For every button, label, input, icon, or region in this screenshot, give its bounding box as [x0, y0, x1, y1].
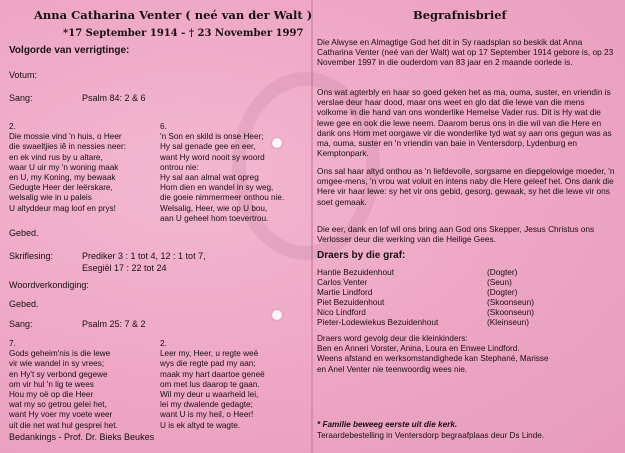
bearer-relation: (Kleinseun): [487, 317, 529, 327]
bedankings: Bedankings - Prof. Dr. Bieks Beukes: [9, 432, 155, 442]
bearer-row: [317, 287, 617, 297]
grandchildren-line: Draers word gevolg deur die kleinkinders:: [317, 334, 468, 343]
bearer-name: Nico Lindford: [317, 307, 366, 317]
bearer-row: [317, 317, 617, 327]
sang1-label: Sang:: [9, 93, 33, 103]
verse-line: U altyddeur mag loof en prys!: [9, 203, 116, 213]
verse-line: en U, my Koning, my bewaak: [9, 173, 116, 183]
sang2-label: Sang:: [9, 319, 33, 329]
bearer-relation: (Dogter): [487, 267, 518, 277]
bearer-row: [317, 267, 617, 277]
program-heading: Volgorde van verrigtinge:: [9, 45, 130, 56]
verse-line: want Hy word nooit sy woord: [160, 152, 265, 162]
verse-c: [9, 339, 118, 431]
verse-line: maak my hart daartoe geneë: [160, 369, 265, 379]
bearer-name: Hantie Bezuidenhout: [317, 267, 395, 277]
bearer-name: Piet Bezuidenhout: [317, 297, 385, 307]
gebed-1: Gebed.: [9, 228, 39, 238]
verse-line: U is ek altyd te wagte.: [160, 420, 241, 430]
bearer-relation: (Skoonseun): [487, 307, 535, 317]
verse-c-number: 7.: [9, 339, 16, 348]
bearer-name: Carlos Venter: [317, 277, 368, 287]
skriflesing-reading-1: Prediker 3 : 1 tot 4, 12 : 1 tot 7,: [82, 251, 206, 261]
verse-line: wat my so getrou gelei het,: [9, 400, 107, 410]
punch-hole-bottom: [272, 310, 282, 320]
grandchildren-text: [317, 334, 549, 375]
verse-line: Welsalig, Heer, wie op U bou,: [160, 203, 268, 213]
verse-line: Gods geheim'nis is die lewe: [9, 349, 111, 359]
verse-b: [160, 122, 284, 224]
verse-line: waar U uir my 'n woning maak: [9, 162, 119, 172]
verse-d: [160, 339, 265, 431]
verse-line: om met lus daarop te gaan.: [160, 379, 260, 389]
bearer-relation: (Dogter): [487, 287, 518, 297]
verse-a: [9, 122, 126, 214]
verse-line: en Hy't sy verbond gegewe: [9, 369, 108, 379]
bearers-heading: Draers by die graf:: [317, 250, 406, 261]
grandchildren-line: Weens afstand en werksomstandighede kan Stephané, Marisse: [317, 354, 549, 364]
life-dates: *17 September 1914 - † 23 November 1997: [63, 28, 304, 39]
bearer-relation: (Seun): [487, 277, 512, 287]
gebed-2: Gebed.: [9, 299, 39, 309]
grandchildren-line: Ben en Anneri Vorster, Anina, Loura en Enwee Lindford.: [317, 344, 520, 354]
bearer-relation: (Skoonseun): [487, 297, 535, 307]
paragraph-1: Die Alwyse en Almagtige God het dit in Sy raadsplan so beskik dat Anna Catharina Venter (neé van der Walt) wat op 17 September 1914 gebore is, op 23 November 1997 in die ouderdom van 83 jaar en 2 maande oorlede is.: [317, 37, 614, 68]
bearer-row: [317, 297, 617, 307]
woordverkondiging-label: Woordverkondiging:: [9, 280, 89, 290]
verse-line: Hom dien en wandel in sy weg,: [160, 183, 274, 193]
verse-line: Hou my oë op die Heer: [9, 390, 94, 400]
begrafnisbrief-title: Begrafnisbrief: [413, 8, 507, 22]
verse-line: vir wie wandel in sy vrees;: [9, 359, 105, 369]
burial-note: Teraardebestelling in Ventersdorp begraafplaas deur Ds Linde.: [317, 431, 545, 440]
verse-line: om vir hul 'n lig te wees: [9, 379, 94, 389]
verse-a-number: 2.: [9, 122, 16, 131]
bearer-row: [317, 307, 617, 317]
skriflesing-reading-2: Esegiël 17 : 22 tot 24: [82, 263, 167, 273]
sang2-value: Psalm 25: 7 & 2: [82, 319, 146, 329]
verse-line: die goeie nimmermeer onthou nie.: [160, 193, 285, 203]
verse-b-number: 6.: [160, 122, 167, 131]
verse-line: lei my dwalende gedagte;: [160, 400, 253, 410]
skriflesing-label: Skriflesing:: [9, 251, 54, 261]
sang1-value: Psalm 84: 2 & 6: [82, 93, 146, 103]
verse-line: aan U geheel hom toevertrou.: [160, 213, 269, 223]
verse-line: ontrou nie:: [160, 162, 199, 172]
deceased-name-title: Anna Catharina Venter ( neé van der Walt ): [34, 8, 313, 22]
votum-label: Votum:: [9, 70, 38, 80]
verse-d-number: 2.: [160, 339, 167, 348]
verse-line: want U is my heil, o Heer!: [160, 410, 254, 420]
verse-line: en ek vind rus by u altare,: [9, 152, 103, 162]
verse-line: 'n Son en skild is onse Heer;: [160, 132, 264, 142]
bearers-list: [317, 267, 617, 327]
verse-line: Leer my, Heer, u regte weë: [160, 349, 259, 359]
verse-line: welsalig wie in u paleis: [9, 193, 92, 203]
verse-line: Gedugte Heer der leërskare,: [9, 183, 113, 193]
paragraph-2: Ons wat agterbly en haar so goed geken het as ma, ouma, suster, en vriendin is verslae deur haar dood, maar ons weet en glo dat die lewe van die mens volkome in die hand van ons wonderlike Hemelse Vader rus. Dit is Hy wat die lewe gee en ook die lewe neem. Daarom berus ons in die wil van die Here en dank ons Hom met oorgawe vir die wonderlike tyd wat sy aan ons gegun was as ma, ouma, suster en 'n vriendin van baie in Ventersdorp, Lydenburg en Kemptonpark.: [317, 87, 612, 159]
bearer-name: Pieter-Lodewiekus Bezuidenhout: [317, 317, 439, 327]
family-note: * Familie beweeg eerste uit die kerk.: [317, 420, 458, 429]
verse-line: wys die regte pad my aan;: [160, 359, 256, 369]
verse-line: Die mossie vind 'n huis, o Heer: [9, 132, 122, 142]
verse-line: want Hy voer my voete weer: [9, 410, 113, 420]
verse-line: Wil my deur u waarheid lei,: [160, 390, 259, 400]
paragraph-4: Die eer, dank en lof wil ons bring aan God ons Skepper, Jesus Christus ons Verlosser deur die werking van die Heilige Gees.: [317, 224, 595, 245]
verse-line: uit die net wat hul gesprei het.: [9, 420, 118, 430]
verse-line: die swaeltjies iê in nessies neer:: [9, 142, 126, 152]
bearer-name: Martie Lindford: [317, 287, 373, 297]
grandchildren-line: en Anel Venter nie teenwoordig wees nie.: [317, 364, 468, 374]
paragraph-3: Ons sal haar altyd onthou as 'n liefdevolle, sorgsame en diepgelowige moeder, 'n omgee-mens, 'n vrou wat voluit en intens naby die Here geleef het. Ons dank die Here vir haar lewe: sy het vir ons gebid, gesorg, gewaak, sy het die lewe vir ons soet gemaak.: [317, 166, 615, 207]
verse-line: Hy sal aan almal wat opreg: [160, 173, 259, 183]
verse-line: Hy sal genade gee en eer,: [160, 142, 256, 152]
bearer-row: [317, 277, 617, 287]
